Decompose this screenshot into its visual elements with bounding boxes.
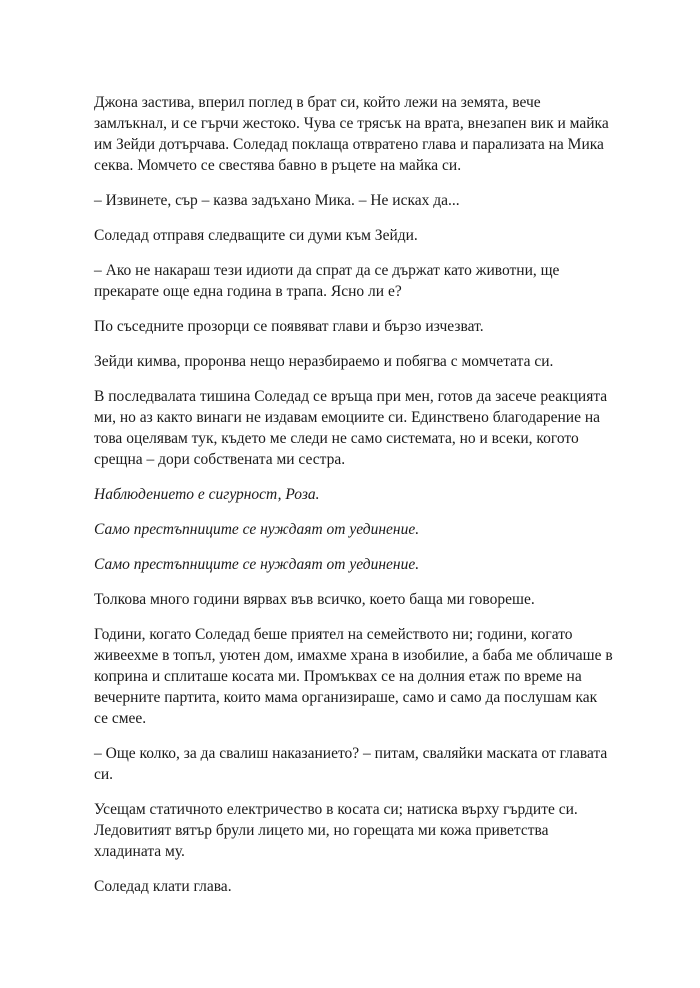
paragraph: – Още колко, за да свалиш наказанието? – питам, сваляйки маската от главата си. xyxy=(94,745,608,783)
paragraph: В последвалата тишина Соледад се връща при мен, готов да засече реакцията ми, но аз както винаги не издавам емоциите си. Единствено благодарение на това оцелявам тук, където ме следи не само системата, но и всеки, когото срещна – дори собствената ми сестра. xyxy=(94,388,608,468)
paragraph: Усещам статичното електричество в косата си; натиска върху гърдите си. Ледовитият вятър брули лицето ми, но горещата ми кожа приветства хладината му. xyxy=(94,801,578,860)
paragraph: Соледад клати глава. xyxy=(94,878,232,895)
italic-paragraph: Само престъпниците се нуждаят от уединение. xyxy=(94,556,420,573)
paragraph: Джона застива, вперил поглед в брат си, който лежи на земята, вече замлъкнал, и се гърчи жестоко. Чува се трясък на врата, внезапен вик и майка им Зейди дотърчава. Соледад поклаща отвратено глава и парализата на Мика секва. Момчето се свестява бавно в ръцете на майка си. xyxy=(94,94,609,174)
paragraph: – Извинете, сър – казва задъхано Мика. – Не исках да... xyxy=(94,192,460,209)
italic-paragraph: Само престъпниците се нуждаят от уединение. xyxy=(94,521,420,538)
paragraph: – Ако не накараш тези идиоти да спрат да се държат като животни, ще прекарате още една година в трапа. Ясно ли е? xyxy=(94,262,560,300)
paragraph: Зейди кимва, проронва нещо неразбираемо и побягва с момчетата си. xyxy=(94,353,554,370)
document-page xyxy=(94,92,614,911)
paragraph: Толкова много години вярвах във всичко, което баща ми говореше. xyxy=(94,591,535,608)
italic-paragraph: Наблюдението е сигурност, Роза. xyxy=(94,486,320,503)
paragraph: Соледад отправя следващите си думи към Зейди. xyxy=(94,227,418,244)
paragraph: По съседните прозорци се появяват глави и бързо изчезват. xyxy=(94,318,484,335)
paragraph: Години, когато Соледад беше приятел на семейството ни; години, когато живеехме в топъл, уютен дом, имахме храна в изобилие, а баба ме обличаше в коприна и сплиташе косата ми. Промъквах се на долния етаж по време на вечерните партита, които мама организираше, само и само да послушам как се смее. xyxy=(94,626,613,727)
